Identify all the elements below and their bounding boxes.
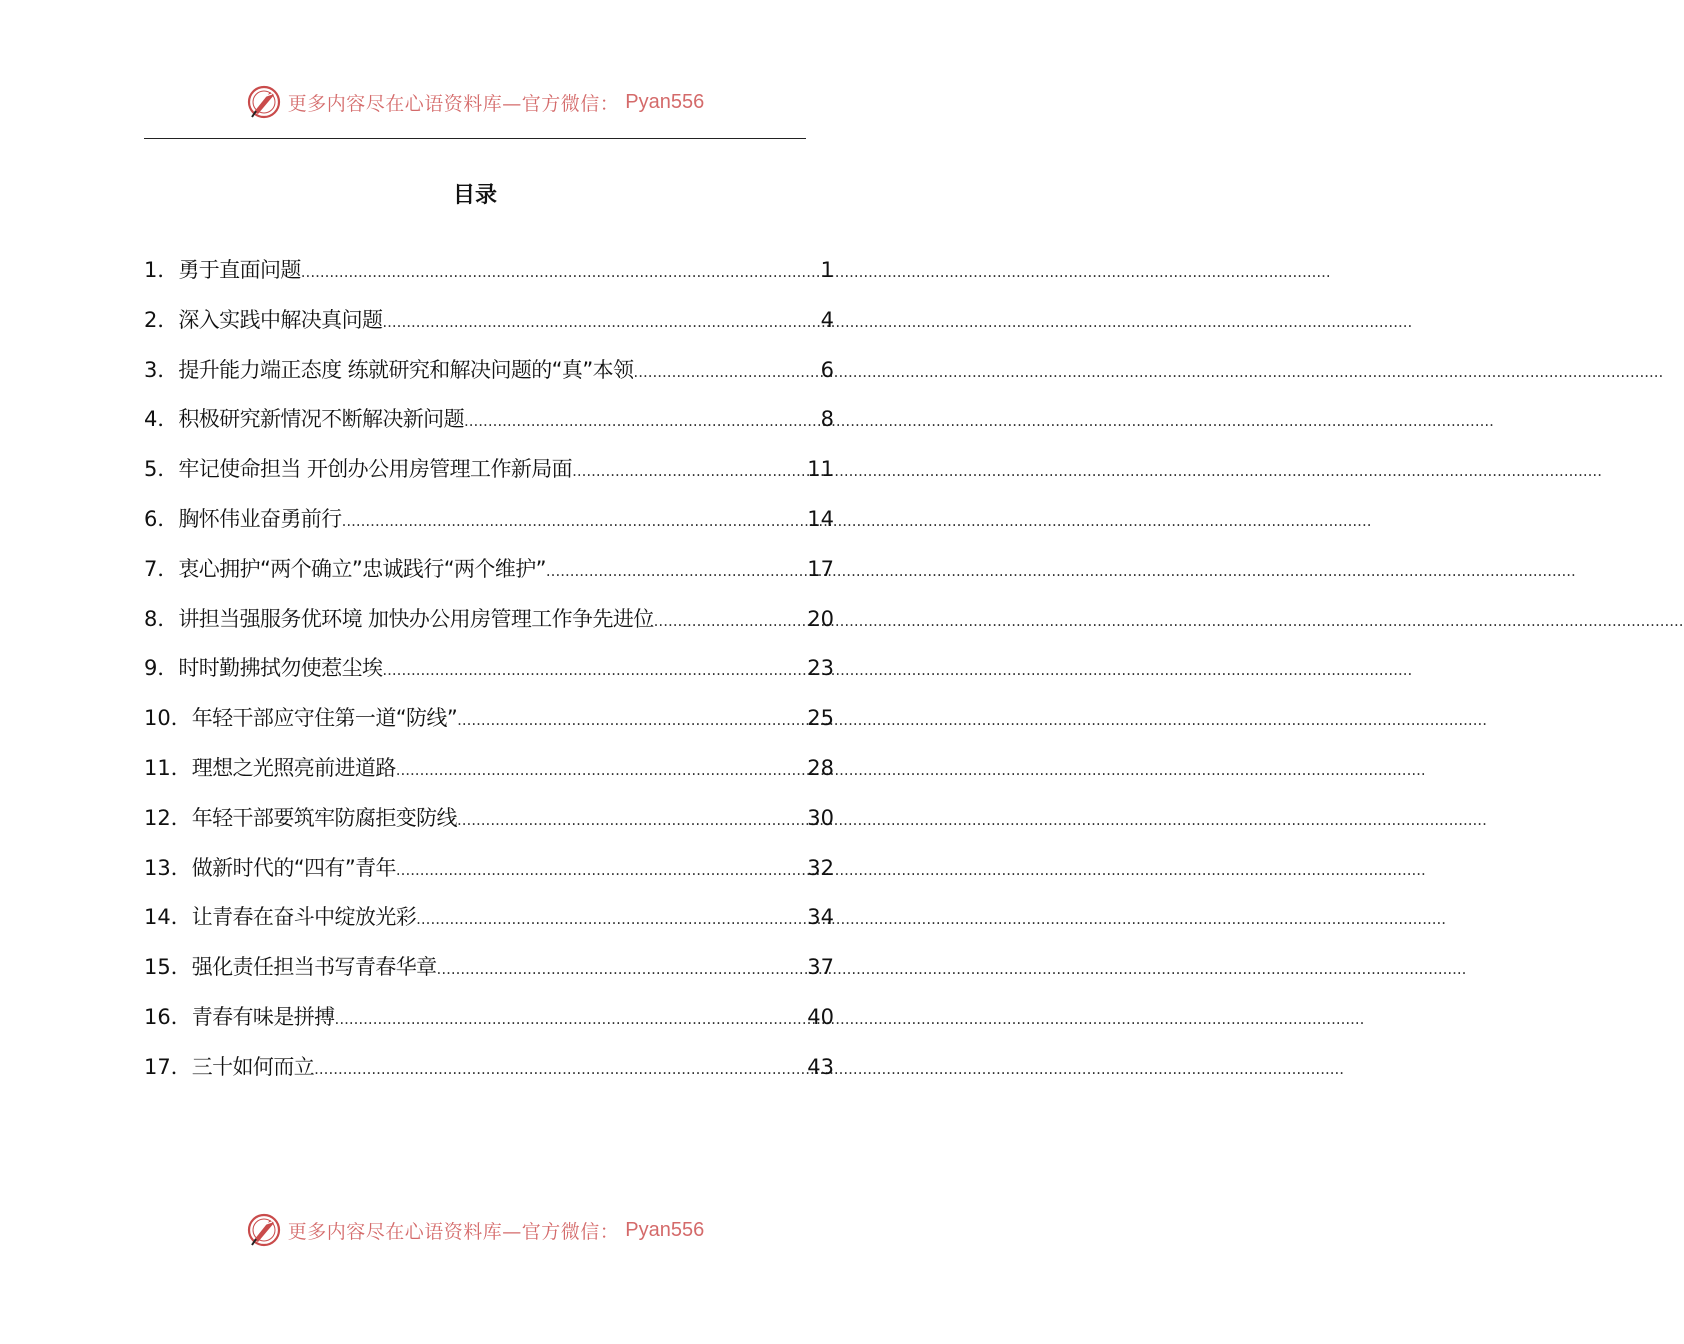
header-banner-id: Pyan556 [625, 90, 705, 113]
toc-entry-page: 28 [807, 755, 834, 780]
toc-entry-title: 年轻干部要筑牢防腐拒变防线 [191, 805, 457, 830]
toc-entry-title: 勇于直面问题 [178, 258, 301, 282]
toc-list [144, 252, 834, 1099]
toc-entry-page: 4 [820, 307, 834, 332]
toc-entry-title: 时时勤拂拭勿使惹尘埃 [178, 656, 383, 681]
footer-banner-id: Pyan556 [625, 1218, 705, 1241]
toc-entry[interactable] [144, 800, 834, 850]
footer-banner-text: 更多内容尽在心语资料库—官方微信： [287, 1220, 620, 1243]
toc-dot-leader [457, 700, 807, 738]
toc-entry[interactable] [144, 352, 834, 402]
quill-logo-icon [246, 1212, 282, 1248]
toc-entry-page: 25 [807, 706, 834, 731]
toc-dot-leader [416, 899, 807, 937]
toc-entry[interactable] [144, 601, 834, 651]
toc-entry-number: 17． [144, 1054, 192, 1079]
toc-entry[interactable] [144, 551, 834, 601]
toc-entry[interactable] [144, 401, 834, 451]
toc-entry[interactable] [144, 451, 834, 501]
toc-dot-leader [654, 601, 808, 639]
toc-entry[interactable] [144, 999, 834, 1049]
toc-dot-leader [314, 1049, 807, 1087]
toc-entry[interactable] [144, 1049, 834, 1099]
toc-dot-leader [464, 401, 821, 439]
toc-entry[interactable] [144, 302, 834, 352]
toc-dot-leader [335, 999, 808, 1037]
toc-entry-title: 青春有味是拼搏 [191, 1004, 335, 1029]
toc-entry-page: 37 [807, 955, 834, 980]
toc-dot-leader [342, 501, 808, 539]
header-banner [0, 84, 950, 120]
toc-entry-page: 34 [807, 905, 834, 930]
toc-entry-number: 15． [144, 955, 192, 980]
toc-dot-leader [382, 302, 820, 340]
toc-title: 目录 [452, 183, 497, 208]
toc-entry-page: 20 [807, 606, 834, 631]
toc-entry-title: 提升能力端正态度 练就研究和解决问题的“真”本领 [178, 357, 634, 382]
toc-entry-number: 4． [144, 407, 179, 432]
toc-dot-leader [396, 850, 807, 888]
toc-entry-page: 6 [820, 357, 834, 382]
toc-entry-number: 12． [144, 805, 192, 830]
toc-entry[interactable] [144, 501, 834, 551]
toc-dot-leader [546, 551, 807, 589]
toc-entry-title: 让青春在奋斗中绽放光彩 [191, 905, 417, 930]
toc-dot-leader [437, 949, 808, 987]
toc-entry-number: 6． [144, 506, 179, 531]
toc-entry-page: 8 [820, 407, 834, 432]
toc-entry[interactable] [144, 750, 834, 800]
toc-dot-leader [572, 451, 807, 489]
toc-entry-page: 17 [807, 556, 834, 581]
toc-entry-page: 32 [807, 855, 834, 880]
toc-entry-title: 胸怀伟业奋勇前行 [178, 506, 342, 531]
header-banner-text: 更多内容尽在心语资料库—官方微信： [287, 92, 620, 115]
toc-entry[interactable] [144, 899, 834, 949]
toc-entry[interactable] [144, 700, 834, 750]
toc-dot-leader [457, 800, 807, 838]
toc-entry-number: 16． [144, 1004, 192, 1029]
toc-entry-number: 13． [144, 855, 192, 880]
toc-entry-page: 43 [807, 1054, 834, 1079]
quill-logo-icon [246, 84, 282, 120]
toc-entry-title: 积极研究新情况不断解决新问题 [178, 407, 464, 432]
toc-entry-page: 40 [807, 1004, 834, 1029]
footer-banner [0, 1212, 950, 1248]
toc-entry-title: 年轻干部应守住第一道“防线” [191, 706, 458, 731]
toc-entry-title: 强化责任担当书写青春华章 [191, 955, 437, 980]
toc-dot-leader [382, 650, 807, 688]
toc-entry-number: 8． [144, 606, 179, 631]
toc-entry-number: 3． [144, 357, 179, 382]
toc-entry-page: 1 [820, 258, 834, 282]
toc-entry-number: 11． [144, 755, 192, 780]
toc-entry-page: 30 [807, 805, 834, 830]
toc-entry-title: 衷心拥护“两个确立”忠诚践行“两个维护” [178, 556, 546, 581]
toc-dot-leader [633, 352, 820, 390]
toc-entry-number: 7． [144, 556, 179, 581]
toc-entry-number: 10． [144, 706, 192, 731]
toc-entry-title: 做新时代的“四有”青年 [191, 855, 396, 880]
toc-entry-page: 23 [807, 656, 834, 681]
toc-entry[interactable] [144, 949, 834, 999]
toc-entry-number: 2． [144, 307, 179, 332]
toc-entry-page: 11 [807, 457, 834, 482]
toc-entry-title: 深入实践中解决真问题 [178, 307, 383, 332]
toc-entry-title: 牢记使命担当 开创办公用房管理工作新局面 [178, 457, 573, 482]
toc-entry-title: 讲担当强服务优环境 加快办公用房管理工作争先进位 [178, 606, 654, 631]
toc-entry[interactable] [144, 850, 834, 900]
toc-dot-leader [301, 252, 821, 290]
toc-entry-title: 三十如何而立 [191, 1054, 315, 1079]
toc-entry-number: 14． [144, 905, 192, 930]
toc-entry-number: 1． [144, 258, 179, 282]
header-divider [144, 138, 806, 139]
toc-entry-title: 理想之光照亮前进道路 [191, 755, 396, 780]
toc-entry[interactable] [144, 252, 834, 302]
toc-entry-page: 14 [807, 506, 834, 531]
toc-entry[interactable] [144, 650, 834, 700]
toc-entry-number: 9． [144, 656, 179, 681]
toc-entry-number: 5． [144, 457, 179, 482]
toc-dot-leader [396, 750, 808, 788]
